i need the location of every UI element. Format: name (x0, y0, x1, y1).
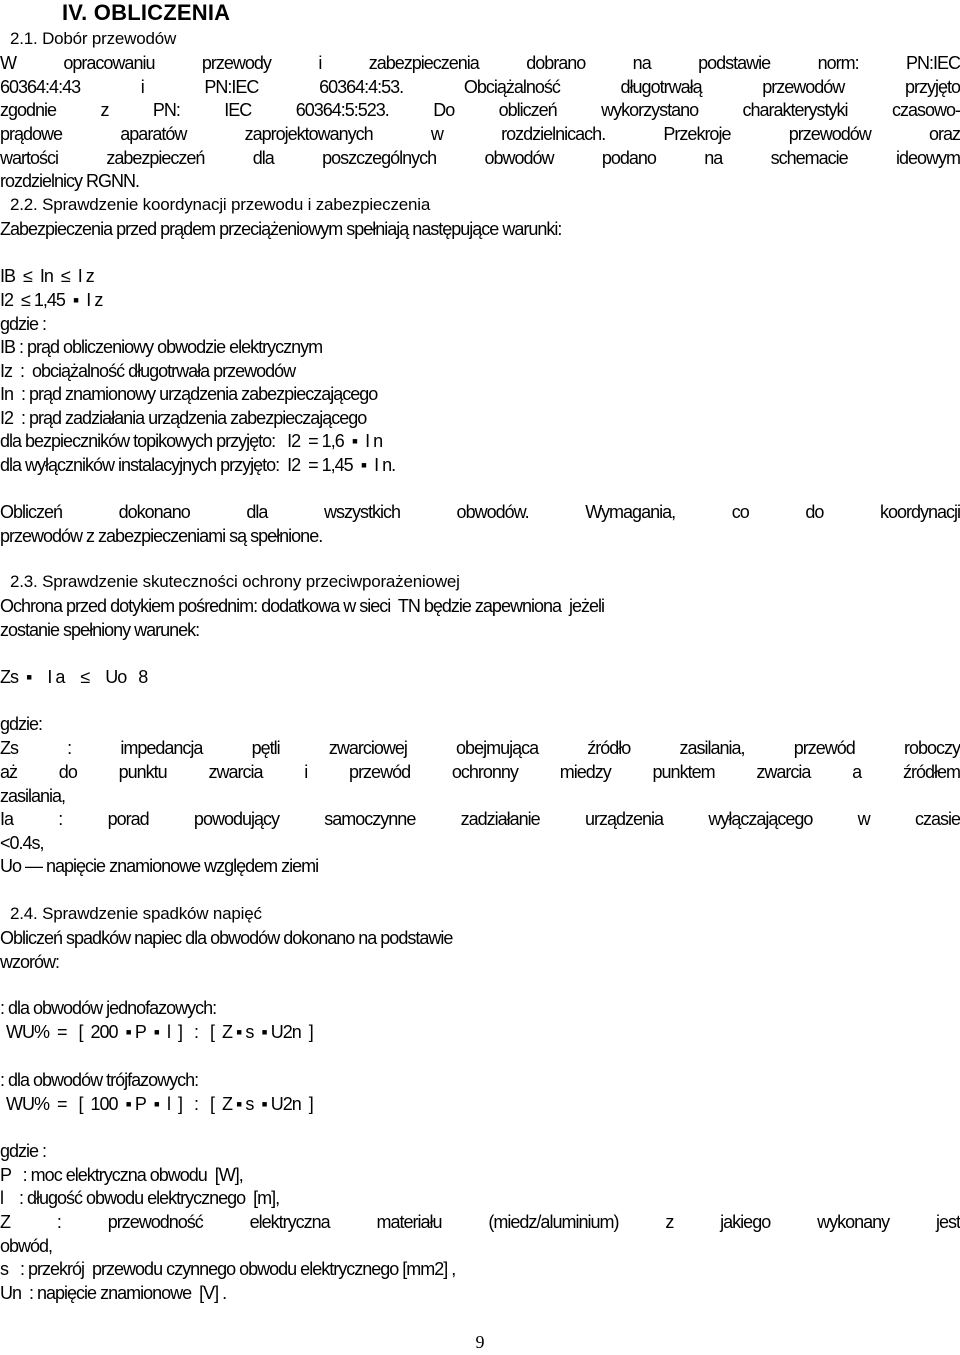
s24-def-s: s : przekrój przewodu czynnego obwodu elektrycznego [mm2] , (0, 1259, 456, 1279)
chapter-heading: IV. OBLICZENIA (62, 0, 231, 25)
s22-condition-2: I2 ≤ 1,45 ▪ I z (0, 290, 103, 310)
s21-line-3: zgodnie z PN: IEC 60364:5:523. Do obliczeń wykorzystano charakterystyki czasowo- (0, 100, 960, 120)
s21-line-2: 60364:4:43 i PN:IEC 60364:4:53. Obciążalność długotrwałą przewodów przyjęto (0, 77, 960, 97)
section-2-4-title: 2.4. Sprawdzenie spadków napięć (10, 904, 262, 923)
s23-def-ia-2: <0.4s, (0, 833, 44, 853)
s22-def-in: In : prąd znamionowy urządzenia zabezpieczającego (0, 384, 378, 404)
s24-def-z-2: obwód, (0, 1236, 53, 1256)
s24-def-l: l : długość obwodu elektrycznego [m], (0, 1188, 280, 1208)
s22-conclusion-2: przewodów z zabezpieczeniami są spełnione. (0, 526, 323, 546)
s22-fuse-rule: dla bezpieczników topikowych przyjęto: I2 = 1,6 ▪ I n (0, 431, 383, 451)
s22-where: gdzie : (0, 314, 47, 334)
s24-intro-1: Obliczeń spadków napiec dla obwodów dokonano na podstawie (0, 928, 453, 948)
s23-def-uo: Uo — napięcie znamionowe względem ziemi (0, 856, 319, 876)
s23-intro-2: zostanie spełniony warunek: (0, 620, 200, 640)
s22-breaker-rule: dla wyłączników instalacyjnych przyjęto: I2 = 1,45 ▪ I n. (0, 455, 396, 475)
s24-where: gdzie : (0, 1141, 47, 1161)
s24-def-p: P : moc elektryczna obwodu [W], (0, 1165, 243, 1185)
section-2-1-title: 2.1. Dobór przewodów (10, 29, 177, 48)
s24-def-z-1: Z : przewodność elektryczna materiału (miedz/aluminium) z jakiego wykonany jest (0, 1212, 960, 1232)
section-2-2-title: 2.2. Sprawdzenie koordynacji przewodu i zabezpieczenia (10, 195, 431, 214)
s23-def-ia-1: Ia : porad powodujący samoczynne zadziałanie urządzenia wyłączającego w czasie (0, 809, 960, 829)
section-2-3-title: 2.3. Sprawdzenie skuteczności ochrony przeciwporażeniowej (10, 572, 460, 591)
s23-def-zs-1: Zs : impedancja pętli zwarciowej obejmująca źródło zasilania, przewód roboczy (0, 738, 960, 758)
s22-def-i2: I2 : prąd zadziałania urządzenia zabezpieczającego (0, 408, 367, 428)
s21-line-4: prądowe aparatów zaprojektowanych w rozdzielnicach. Przekroje przewodów oraz (0, 124, 960, 144)
s21-line-5: wartości zabezpieczeń dla poszczególnych obwodów podano na schemacie ideowym (0, 148, 960, 168)
s23-formula: Zs ▪ I a ≤ Uo 8 (0, 667, 148, 687)
s24-def-un: Un : napięcie znamionowe [V] . (0, 1283, 227, 1303)
s22-def-iz: Iz : obciążalność długotrwała przewodów (0, 361, 296, 381)
s24-single-phase-formula: WU% = [ 200 ▪ P ▪ l ] : [ Z ▪ s ▪ U2n ] (6, 1022, 313, 1042)
page-number: 9 (475, 1332, 485, 1352)
s22-intro: Zabezpieczenia przed prądem przeciążeniowym spełniają następujące warunki: (0, 219, 562, 239)
s23-def-zs-3: zasilania, (0, 786, 66, 806)
s21-line-6: rozdzielnicy RGNN. (0, 171, 140, 191)
s24-three-phase-label: : dla obwodów trójfazowych: (0, 1070, 199, 1090)
s23-def-zs-2: aż do punktu zwarcia i przewód ochronny miedzy punktem zwarcia a źródłem (0, 762, 960, 782)
s24-three-phase-formula: WU% = [ 100 ▪ P ▪ l ] : [ Z ▪ s ▪ U2n ] (6, 1094, 313, 1114)
s24-single-phase-label: : dla obwodów jednofazowych: (0, 998, 217, 1018)
s23-where: gdzie: (0, 714, 43, 734)
s22-def-ib: IB : prąd obliczeniowy obwodzie elektrycznym (0, 337, 323, 357)
s23-intro-1: Ochrona przed dotykiem pośrednim: dodatkowa w sieci TN będzie zapewniona jeżeli (0, 596, 605, 616)
s22-condition-1: IB ≤ In ≤ I z (0, 266, 94, 286)
s22-conclusion-1: Obliczeń dokonano dla wszystkich obwodów. Wymagania, co do koordynacji (0, 502, 960, 522)
s24-intro-2: wzorów: (0, 952, 60, 972)
s21-line-1: W opracowaniu przewody i zabezpieczenia dobrano na podstawie norm: PN:IEC (0, 53, 960, 73)
